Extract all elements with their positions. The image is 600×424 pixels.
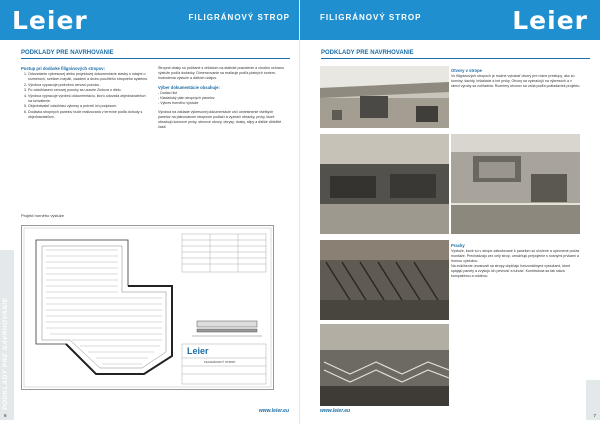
page-number: 7 bbox=[593, 413, 596, 418]
procedure-step: 5. Objednávateľ odsúhlasí výkresy a potvrdí ich podpisom. bbox=[28, 104, 149, 109]
drawing-label: Projekt horného výstuže bbox=[21, 213, 64, 218]
procedure-step: 2. Výrobca vypracuje podrobnú cenovú ponuku. bbox=[28, 83, 149, 88]
mid-text: Stropné dosky sú počítané s ohľadom na statické posúdenie a vhodnú ochranu výstuže podľa dodávky. Dimenzovanie sa realizuje podľa platných noriem, hodnotenia výstuže a ďalších údajov. bbox=[158, 66, 284, 80]
openings-text: Vo filigránových stropoch je možné vytvárať otvory pre rôzne prestupy, ako sú komíny, šachty, inštalácie a iné prvky. Otvory sa vyznačujú na výkresoch a v rámci výroby sa zohľadnia. Rozmery otvorov sa určia podľa požiadaviek projektu. bbox=[451, 74, 581, 88]
project-note: Výrobca na základe výkresovej dokumentácie určí umiestnenie všetkých panelov na plánovanom stropnom podlaží a vyznačí obrázky, prvky, ktoré obsahujú koncové prvky, stenové otvory, obrysy, dosky, stĺpy a ďalšie dôležité časti. bbox=[158, 110, 282, 129]
footer-url[interactable]: www.leier.eu bbox=[320, 408, 351, 414]
floor-plan-drawing bbox=[21, 225, 274, 390]
photo-svg bbox=[451, 134, 580, 234]
left-header-bar bbox=[0, 0, 300, 40]
section-detail bbox=[192, 321, 262, 336]
openings-caption bbox=[451, 68, 581, 89]
procedure-column bbox=[21, 66, 149, 120]
rebar-closeup-photo bbox=[320, 240, 449, 320]
leier-logo: Leier bbox=[12, 6, 88, 35]
floor-plan-svg bbox=[22, 226, 273, 389]
section-divider bbox=[321, 58, 590, 59]
rebar-hatching bbox=[46, 250, 162, 364]
joints-text: Výstuže, ktoré sú v strope zabudované k panelom sú uložené a upevnené počas montáže. Prechádzajú cez celý strop, umožňujú prepojenie s nosnými prvkami a hornou výstužou. bbox=[451, 249, 580, 263]
joints-text-2: Na zväčšenie únosnosti sa stropy dopĺňajú horizontálnymi výstužami, ktoré spájajú panely a zvyšujú ich pevnosť a tuhosť. Konštrukcia sa tak stáva kompaktnou a odolnou. bbox=[451, 264, 571, 278]
page-number: 6 bbox=[4, 413, 7, 418]
openings-heading: Otvory v strope bbox=[451, 68, 482, 73]
procedure-steps bbox=[21, 72, 149, 120]
header-title: FILIGRÁNOVÝ STROP bbox=[320, 13, 422, 22]
procedure-step: 4. Výrobca vypracuje výrobnú dokumentáciu, ktorú odovzdá objednávateľovi na schválenie. bbox=[28, 94, 149, 104]
project-item: - Výkres horného výstuže bbox=[158, 101, 199, 105]
photo-svg bbox=[320, 66, 449, 128]
sidebar-label: PODKLADY PRE NAVRHOVANIE bbox=[2, 297, 9, 410]
joints-heading: Pracky bbox=[451, 243, 465, 248]
project-column bbox=[158, 66, 286, 134]
ceiling-openings-photo bbox=[320, 66, 449, 128]
building-outline bbox=[36, 240, 172, 374]
procedure-step: 6. Dodávka stropných panelov bude realizovaná v termíne podľa dohody s objednávateľom. bbox=[28, 110, 149, 120]
project-items bbox=[158, 91, 286, 106]
procedure-step: 3. Po odsúhlasení cenovej ponuky sa uzavrie Zmluva o dielo. bbox=[28, 88, 149, 93]
section-title: PODKLADY PRE NAVRHOVANIE bbox=[21, 50, 114, 56]
procedure-step: 1. Odovzdanie výkresovej alebo projektovej dokumentácie stavby s údajmi o rozmeroch, svetlom rozpätí, osadení a druhu použitého stropného systému. bbox=[28, 72, 149, 82]
section-title: PODKLADY PRE NAVRHOVANIE bbox=[321, 50, 414, 56]
photo-svg bbox=[320, 324, 449, 406]
procedure-heading: Postup pri dodávke filigránových stropov: bbox=[21, 66, 105, 71]
drawing-subtitle: FILIGRÁNOVÝ STROP bbox=[204, 360, 236, 364]
project-heading: Výber dokumentácie obsahuje: bbox=[158, 85, 220, 90]
section-divider bbox=[21, 58, 290, 59]
photo-svg bbox=[320, 134, 449, 234]
project-item: - Kladačský plán stropných panelov bbox=[158, 96, 215, 100]
right-header-bar bbox=[300, 0, 600, 40]
legend-table bbox=[182, 234, 266, 272]
beam-construction-photo bbox=[320, 134, 449, 234]
project-item: - Dodací list bbox=[158, 91, 177, 95]
footer-url[interactable]: www.leier.eu bbox=[258, 408, 289, 414]
photo-svg bbox=[320, 240, 449, 320]
header-title: FILIGRÁNOVÝ STROP bbox=[188, 13, 290, 22]
right-page bbox=[300, 0, 600, 424]
wall-bands bbox=[66, 286, 172, 374]
drawing-brand: Leier bbox=[187, 346, 209, 356]
joints-caption bbox=[451, 243, 581, 279]
opening-detail-photo bbox=[451, 134, 580, 234]
leier-logo: Leier bbox=[512, 6, 588, 35]
joint-closeup-photo bbox=[320, 324, 449, 406]
